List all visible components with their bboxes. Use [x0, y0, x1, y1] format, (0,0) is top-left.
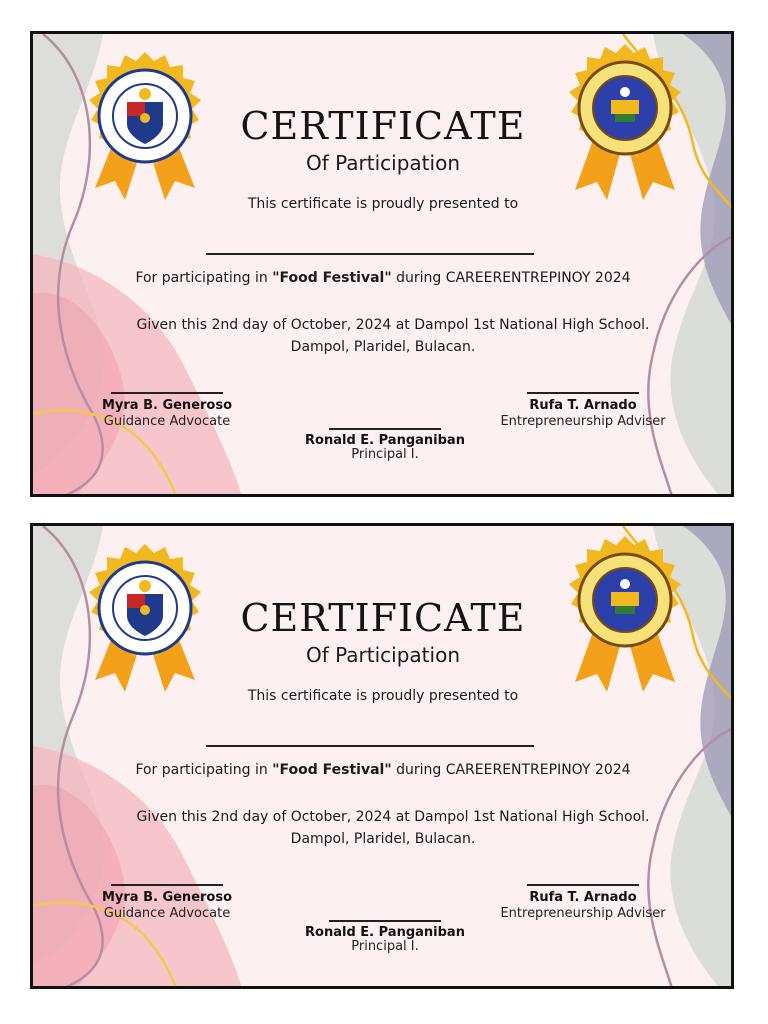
school-seal-icon	[555, 532, 695, 692]
recipient-name-line	[206, 253, 534, 255]
certificate-subtitle: Of Participation	[306, 643, 460, 667]
participation-suffix: during CAREERENTREPINOY 2024	[391, 762, 631, 778]
signatory-role: Entrepreneurship Adviser	[500, 906, 666, 921]
given-text: Given this 2nd day of October, 2024 at Dampol 1st National High School.	[136, 317, 650, 333]
deped-seal-icon	[75, 48, 215, 208]
deped-seal-icon	[75, 540, 215, 700]
participation-prefix: For participating in	[135, 762, 273, 778]
signatory-name: Ronald E. Panganiban	[305, 925, 465, 940]
certificate-1	[30, 31, 734, 497]
recipient-name-line	[206, 745, 534, 747]
participation-text	[73, 762, 693, 778]
place-text: Dampol, Plaridel, Bulacan.	[290, 339, 476, 355]
signatory-name: Myra B. Generoso	[101, 398, 233, 413]
signatory-role: Guidance Advocate	[103, 906, 231, 921]
presented-text: This certificate is proudly presented to	[247, 196, 519, 212]
school-seal-icon	[555, 40, 695, 200]
signature-line	[329, 428, 441, 430]
signatory-role: Entrepreneurship Adviser	[500, 414, 666, 429]
signatory-name: Rufa T. Arnado	[529, 398, 637, 413]
certificate-title: CERTIFICATE	[240, 104, 526, 148]
signature-line	[527, 884, 639, 886]
signatory-name: Ronald E. Panganiban	[305, 433, 465, 448]
signatory-role: Guidance Advocate	[103, 414, 231, 429]
certificate-subtitle: Of Participation	[306, 151, 460, 175]
signature-line	[111, 884, 223, 886]
given-text: Given this 2nd day of October, 2024 at Dampol 1st National High School.	[136, 809, 650, 825]
place-text: Dampol, Plaridel, Bulacan.	[290, 831, 476, 847]
signature-line	[329, 920, 441, 922]
participation-text	[73, 270, 693, 286]
signatory-name: Rufa T. Arnado	[529, 890, 637, 905]
event-name: "Food Festival"	[272, 270, 392, 286]
certificate-title: CERTIFICATE	[240, 596, 526, 640]
certificate-2	[30, 523, 734, 989]
participation-prefix: For participating in	[135, 270, 273, 286]
event-name: "Food Festival"	[272, 762, 392, 778]
signature-line	[527, 392, 639, 394]
signatory-name: Myra B. Generoso	[101, 890, 233, 905]
signatory-role: Principal I.	[351, 447, 419, 462]
presented-text: This certificate is proudly presented to	[247, 688, 519, 704]
participation-suffix: during CAREERENTREPINOY 2024	[391, 270, 631, 286]
signatory-role: Principal I.	[351, 939, 419, 954]
signature-line	[111, 392, 223, 394]
